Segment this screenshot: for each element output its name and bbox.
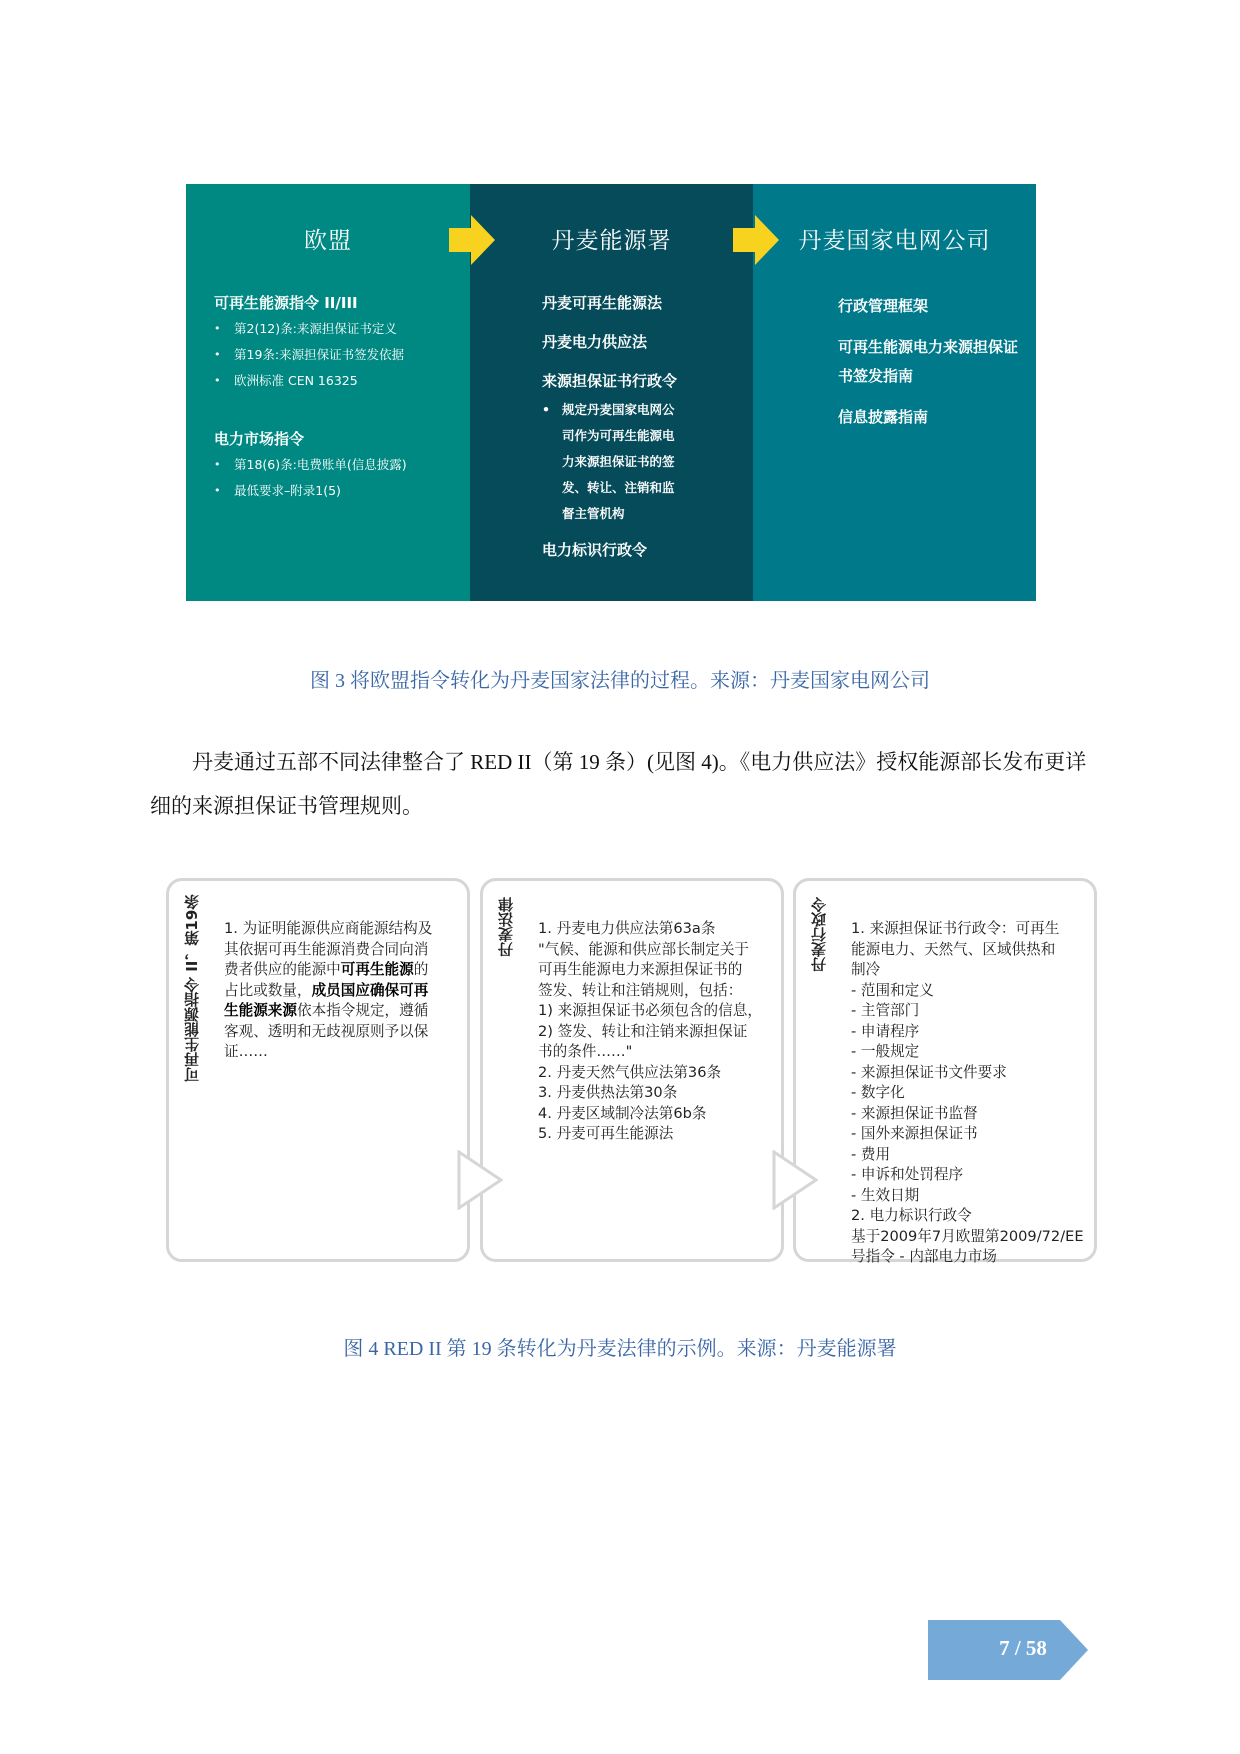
box-text-line: 2. 电力标识行政令 xyxy=(851,1207,972,1224)
box-text-line: 2. 丹麦天然气供应法第36条 xyxy=(538,1063,722,1081)
box-vertical-label: 可再生能源指令 II，第19条 xyxy=(183,895,201,1083)
triangle-arrow-icon xyxy=(772,1150,818,1210)
box-text-line: - 来源担保证书监督 xyxy=(851,1104,978,1122)
eu-bullet: • 最低要求–附录1(5) xyxy=(214,478,460,504)
box-text-line: - 申请程序 xyxy=(851,1022,920,1040)
eu-body xyxy=(214,292,460,504)
dea-column xyxy=(470,184,753,601)
box-text-line: 其依据可再生能源消费合同向消 xyxy=(224,940,429,958)
eu-title: 欧盟 xyxy=(304,228,352,254)
dea-bullet-line: 督主管机构 xyxy=(562,506,625,521)
dea-bullet-line: 司作为可再生能源电 xyxy=(562,428,675,443)
figure-3-diagram xyxy=(186,184,1036,601)
box-text-line: - 国外来源担保证书 xyxy=(851,1125,978,1142)
box-text-line: 1) 来源担保证书必须包含的信息， xyxy=(538,1002,762,1019)
dea-bullet xyxy=(542,397,707,527)
box-eu-directive xyxy=(166,878,470,1262)
eu-bullet-list xyxy=(214,316,460,394)
eu-section-heading: 电力市场指令 xyxy=(214,430,305,448)
dea-bullet-line: 发、转让、注销和监 xyxy=(562,480,675,495)
box-vertical-label: 丹麦法律 xyxy=(497,897,515,957)
body-paragraph: 丹麦通过五部不同法律整合了 RED II（第 19 条）(见图 4)。《电力供应法》授权能源部长发布更详细的来源担保证书管理规则。 xyxy=(150,750,1087,818)
dea-bullet-line: • 规定丹麦国家电网公 xyxy=(562,402,675,417)
figure-3-caption: 图 3 将欧盟指令转化为丹麦国家法律的过程。来源：丹麦国家电网公司 xyxy=(310,670,930,692)
box-text-line: 生能源来源依本指令规定，遵循 xyxy=(224,1002,429,1019)
box-text-line: - 申诉和处罚程序 xyxy=(851,1166,964,1183)
dea-item: 丹麦电力供应法 xyxy=(542,333,648,351)
box-text-line: 可再生能源电力来源担保证书的 xyxy=(538,961,743,978)
box-text-line: 占比或数量，成员国应确保可再 xyxy=(224,981,429,999)
box-text-line: - 费用 xyxy=(851,1145,891,1163)
box-danish-executive-order xyxy=(793,878,1097,1265)
energinet-item: 信息披露指南 xyxy=(838,408,929,426)
box-text-line: 2) 签发、转让和注销来源担保证 xyxy=(538,1022,748,1040)
box-text xyxy=(851,919,1082,1268)
box-text-line: 签发、转让和注销规则，包括： xyxy=(538,981,743,999)
box-text-line: 1. 为证明能源供应商能源结构及 xyxy=(224,920,433,937)
dea-title: 丹麦能源署 xyxy=(551,228,672,254)
box-text xyxy=(224,919,455,1063)
box-danish-law xyxy=(480,878,784,1262)
energinet-item: 可再生能源电力来源担保证书签发指南 xyxy=(838,338,1019,385)
eu-bullet: • 第18(6)条:电费账单(信息披露) xyxy=(214,452,460,478)
box-text xyxy=(538,919,769,1145)
box-text-line: 书的条件……" xyxy=(538,1043,633,1060)
dea-bullet-line: 力来源担保证书的签 xyxy=(562,454,675,469)
energinet-column xyxy=(753,184,1036,601)
energinet-body xyxy=(838,292,1026,444)
box-text-line: - 来源担保证书文件要求 xyxy=(851,1063,1007,1081)
energinet-item: 行政管理框架 xyxy=(838,297,929,315)
dea-item: 电力标识行政令 xyxy=(542,541,648,559)
box-text-line: - 数字化 xyxy=(851,1084,905,1101)
dea-item: 丹麦可再生能源法 xyxy=(542,294,663,312)
eu-column xyxy=(186,184,470,601)
box-text-line: - 一般规定 xyxy=(851,1043,920,1060)
eu-bullet: • 欧洲标准 CEN 16325 xyxy=(214,368,460,394)
box-text-line: 1. 来源担保证书行政令：可再生 xyxy=(851,920,1060,937)
energinet-title: 丹麦国家电网公司 xyxy=(798,228,991,254)
box-text-line: 4. 丹麦区域制冷法第6b条 xyxy=(538,1104,707,1122)
triangle-arrow-icon xyxy=(457,1150,503,1210)
arrow-right-icon xyxy=(449,215,495,265)
box-text-line: 号指令 - 内部电力市场 xyxy=(851,1248,997,1265)
box-text-line: 制冷 xyxy=(851,961,881,978)
figure-4-diagram xyxy=(160,870,1105,1270)
page-number: 7 / 58 xyxy=(999,1636,1047,1660)
dea-item: 来源担保证书行政令 xyxy=(542,372,678,390)
box-text-line: "气候、能源和供应部长制定关于 xyxy=(538,940,750,958)
box-text-line: - 生效日期 xyxy=(851,1186,920,1204)
box-text-line: 费者供应的能源中可再生能源的 xyxy=(224,961,429,978)
box-text-line: 证…… xyxy=(224,1043,268,1060)
box-text-line: - 范围和定义 xyxy=(851,981,934,999)
eu-bullet: • 第2(12)条:来源担保证书定义 xyxy=(214,316,460,342)
page-number-badge xyxy=(928,1620,1088,1680)
box-text-line: - 主管部门 xyxy=(851,1002,920,1019)
figure-4-caption: 图 4 RED II 第 19 条转化为丹麦法律的示例。来源：丹麦能源署 xyxy=(343,1338,897,1360)
box-text-line: 5. 丹麦可再生能源法 xyxy=(538,1125,674,1142)
box-text-line: 能源电力、天然气、区域供热和 xyxy=(851,940,1056,958)
box-vertical-label: 丹麦行政令 xyxy=(810,897,828,972)
box-text-line: 3. 丹麦供热法第30条 xyxy=(538,1084,678,1101)
arrow-right-icon xyxy=(733,215,779,265)
dea-body xyxy=(542,292,713,578)
eu-bullet-list xyxy=(214,452,460,504)
eu-section-heading: 可再生能源指令 II/III xyxy=(214,294,358,312)
box-text-line: 基于2009年7月欧盟第2009/72/EE xyxy=(851,1227,1084,1245)
box-text-line: 客观、透明和无歧视原则予以保 xyxy=(224,1022,429,1040)
eu-bullet: • 第19条:来源担保证书签发依据 xyxy=(214,342,460,368)
box-text-line: 1. 丹麦电力供应法第63a条 xyxy=(538,920,716,937)
